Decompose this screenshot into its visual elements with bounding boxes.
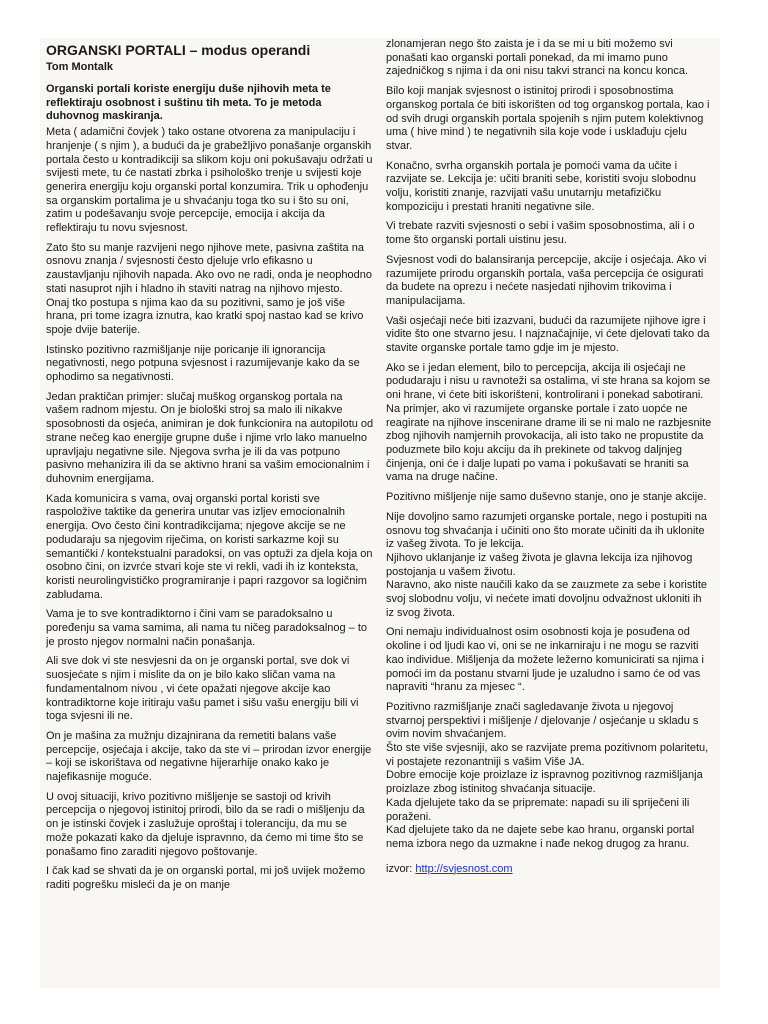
- paragraph: Vi trebate razviti svjesnosti o sebi i vašim sposobnostima, ali i o tome što organski portali uistinu jesu.: [386, 220, 695, 247]
- paragraph: Njihovo uklanjanje iz vašeg života je glavna lekcija iza njihovog postojanja u vašem životu.: [386, 551, 693, 578]
- article-title: ORGANSKI PORTALI – modus operandi: [46, 42, 311, 58]
- paragraph: Pozitivno mišljenje nije samo duševno stanje, ono je stanje akcije.: [386, 491, 707, 504]
- paragraph: Zato što su manje razvijeni nego njihove mete, pasivna zaštita na osnovu znanja / svjesnosti često djeluje vrlo efikasno u zaustavljanju njihovih napada. Ako ovo ne radi, onda je neophodno stati nasuprot njih i hladno ih staviti natrag na njihovo mjesto.: [46, 241, 372, 295]
- source-label: izvor:: [386, 862, 413, 875]
- paragraph: Meta ( adamični čovjek ) tako ostane otvorena za manipulaciju i hranjenje ( s njim ), a budući da je grabežljivo ponašanje organskih portala često u kontradikciji sa slikom koju oni pokušavaju održati u svijesti mete, tu će nastati zbrka i psihološko trenje u svijesti koje generira energiju koju organski portal konzumira. Trik u ophođenju sa organskim portalima je u shvaćanju toga tko su i što su oni, zatim u podešavanju svoje percepcije, emocija i akcija da reflektiraju tu novu svjesnost.: [46, 126, 373, 235]
- paragraph: U ovoj situaciji, krivo pozitivno mišljenje se sastoji od krivih percepcija o njegovoj istinitoj prirodi, bilo da se radi o mišljenju da on je istinski čovjek i zaslužuje oproštaj i toleranciju, da mu se može pokazati kako da djeluje ispravnno, da ćemo mi time što se ponašamo fino zaraditi njegovo poštovanje.: [46, 790, 365, 858]
- paragraph: Vama je to sve kontradiktorno i čini vam se paradoksalno u poređenju sa vama samima, ali nama tu ničeg paradoksalnog – to je prosto njegov normalni način ponašanja.: [46, 608, 368, 648]
- paragraph: Istinsko pozitivno razmišljanje nije poricanje ili ignorancija negativnosti, nego potpuna svjesnost i razumijevanje kako da se ophodimo sa negativnosti.: [46, 343, 360, 384]
- paragraph: Kada komunicira s vama, ovaj organski portal koristi sve raspoložive taktike da generira unutar vas izljev emocionalnih energija. Ovo često čini kontradikcijama; njegove akcije se ne podudaraju sa njegovim riječima, on koristi sarkazme koji su semantički / kontekstualni paradoksi, on vas optuži za djela koja on osobno čini, on izvrće stvari koje ste vi rekli, vadi ih iz konteksta, koristi neurolingvističko programiranje i papri razgovor sa logičnim zabludama.: [46, 492, 373, 601]
- paragraph: Vaši osjećaji neće biti izazvani, budući da razumijete njihove igre i vidite što one stvarno jesu. I najznačajnije, vi ćete djelovati tako da stavite organske portale tamo gdje im je mjesto.: [386, 314, 710, 355]
- paragraph: Dobre emocije koje proizlaze iz ispravnog pozitivnog razmišljanja proizlaze zbog istinitog shvaćanja situacije.: [386, 769, 703, 796]
- paragraph: zlonamjeran nego što zaista je i da se mi u biti možemo svi ponašati kao organski portali ponekad, da mi imamo puno zajedničkog s njima i da oni nisu takvi stranci na koncu konca.: [386, 38, 689, 78]
- article-author: Tom Montalk: [46, 61, 114, 73]
- paragraph: On je mašina za mužnju dizajnirana da remetiti balans vaše percepcije, osjećaja i akcije, tako da ste vi – prirodan izvor energije – koji se iskorištava od negativne hijerarhije onako kako je najefikasnije moguće.: [46, 729, 372, 784]
- paragraph: I čak kad se shvati da je on organski portal, mi još uvijek možemo raditi pogrešku misleći da je on manje: [46, 865, 366, 891]
- left-column: [46, 38, 376, 899]
- paragraph: Jedan praktičan primjer: slučaj muškog organskog portala na vašem radnom mjestu. On je biološki stroj sa malo ili nikakve sposobnosti da osjeća, animiran je dok funkcionira na autopilotu od strane nečeg kao energije grupne duše i njime vrlo lako manuelno upravljaju negativne sile. Njegova svrha je ili da vas potpuno pasivno mehanizira ili da se aktivno hrani sa vašim emocionalnim i duhovnim energijama.: [46, 390, 374, 485]
- source-link[interactable]: http://svjesnost.com: [415, 862, 513, 875]
- paragraph: Onaj tko postupa s njima kao da su pozitivni, samo je još više hrana, pri tome izagra iznutra, kao kratki spoj nastao kad se krivo spoje dvije baterije.: [46, 296, 364, 336]
- paragraph: Naravno, ako niste naučili kako da se zauzmete za sebe i koristite svoj slobodnu volju, vi nećete imati dovoljnu odvažnost ukloniti ih iz svog života.: [386, 579, 707, 619]
- paragraph: Što ste više svjesniji, ako se razvijate prema pozitivnom polaritetu, vi postajete rezonantniji s vašim Više JA.: [386, 742, 709, 768]
- paragraph: Konačno, svrha organskih portala je pomoći vama da učite i razvijate se. Lekcija je: učiti braniti sebe, koristiti svoju slobodnu volju, koristiti znanje, razvijati vašu unutarnju metafizičku kompoziciju i prestati hraniti negativne sile.: [386, 159, 696, 213]
- paragraph: Kada djelujete tako da se pripremate: napadi su ili spriječeni ili poraženi.: [386, 796, 690, 823]
- paragraph: Na primjer, ako vi razumijete organske portale i zato uopće ne reagirate na njihove inscenirane drame ili se ni malo ne razbjesnite zbog njihovih namjernih provokacija, ali isto tako ne propustite da poduzmete bilo koju akciju da ih prekinete od takvog daljnjeg činjenja, oni će i dalje lupati po vama i pokušavati se hraniti sa vama na druge načine.: [386, 402, 712, 484]
- source-line: [386, 862, 712, 876]
- document-page: [40, 38, 720, 988]
- paragraph: Ako se i jedan element, bilo to percepcija, akcija ili osjećaji ne podudaraju i nisu u ravnoteži sa ostalima, vi ste hrana sa kojom se oni hrane, vi ćete biti iskorišteni, kontrolirani i ponekad sabotirani.: [386, 361, 711, 402]
- paragraph: Bilo koji manjak svjesnost o istinitoj prirodi i sposobnostima organskog portala će biti iskorišten od tog organskog portala, kao i od svih drugi organskih portala spojenih s njim putem kolektivnog uma ( hive mind ) te negativnih sila koje vode i usklađuju cjelu stvar.: [386, 85, 710, 152]
- right-column: [386, 38, 712, 876]
- paragraph: Ali sve dok vi ste nesvjesni da on je organski portal, sve dok vi suosjećate s njim i mislite da on je bilo kako sličan vama na fundamentalnom nivou , vi ćete opažati njegove akcije kao kontradiktorne koje iritiraju vašu pamet i sišu vašu energiju bili vi toga svjesni ili ne.: [46, 655, 359, 723]
- paragraph: Kad djelujete tako da ne dajete sebe kao hranu, organski portal nema izbora nego da uzmakne i nađe nekog drugog za hranu.: [386, 824, 695, 850]
- paragraph: Nije dovoljno samo razumjeti organske portale, nego i postupiti na osnovu tog shvaćanja i učiniti ono što morate učiniti da ih uklonite iz vašeg života. To je lekcija.: [386, 510, 708, 551]
- paragraph: Svjesnost vodi do balansiranja percepcije, akcije i osjećaja. Ako vi razumijete prirodu organskih portala, vaša percepcija će osigurati da budete na oprezu i nećete nasjedati njihovim trikovima i manipulacijama.: [386, 253, 707, 307]
- paragraph: Pozitivno razmišljanje znači sagledavanje života u njegovoj stvarnoj perspektivi i mišljenje / djelovanje / osjećanje u skladu s ovim novim shvaćanjem.: [386, 700, 699, 741]
- article-lead: Organski portali koriste energiju duše njihovih meta te reflektiraju osobnost i suštinu tih meta. To je metoda duhovnog maskiranja.: [46, 83, 331, 123]
- paragraph: Oni nemaju individualnost osim osobnosti koja je posuđena od okoline i od ljudi kao vi, oni se ne inkarniraju i ne mogu se razviti kao individue. Mišljenja da možete ležerno komunicirati sa njima i pomoći im da postanu stvarni ljude je uzaludno i samo će od vas napraviti “hranu za mjesec “.: [386, 626, 704, 694]
